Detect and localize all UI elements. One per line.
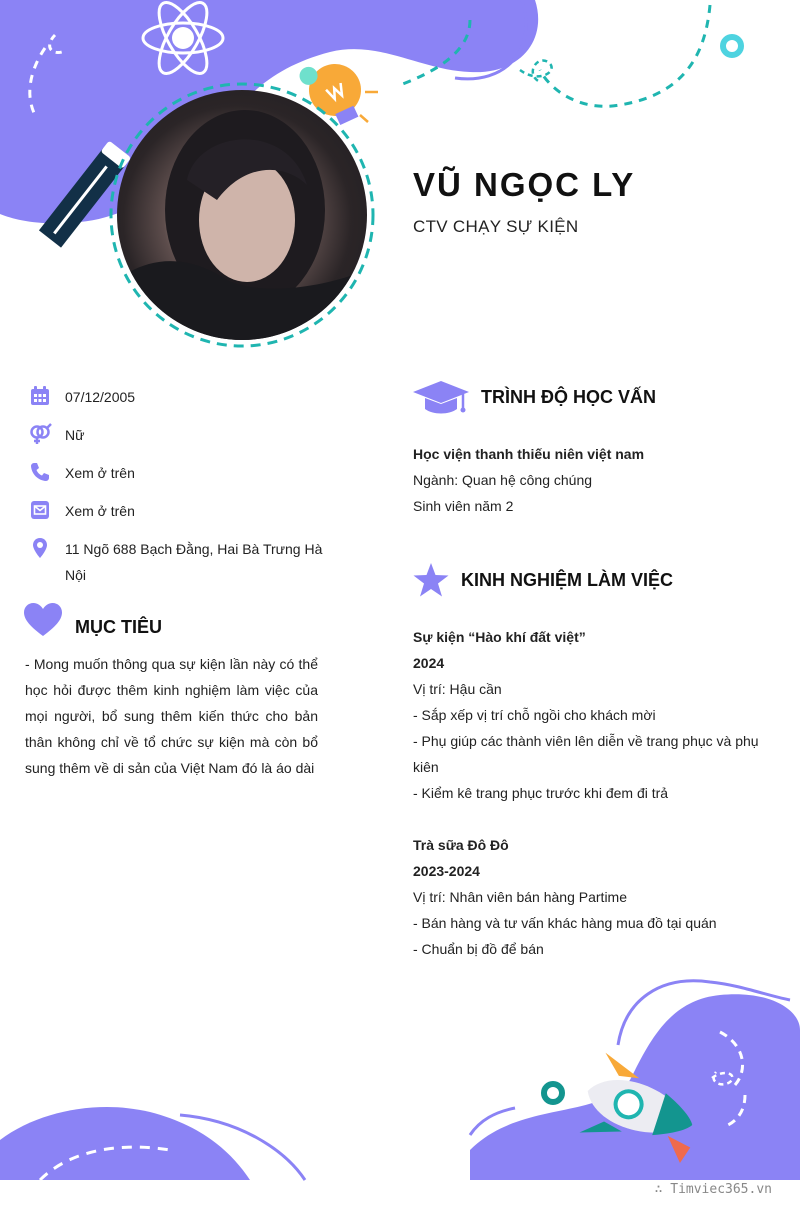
job-period: 2024 — [413, 655, 445, 671]
location-icon — [28, 536, 52, 560]
bottom-left-purple-blob — [0, 1107, 250, 1180]
candidate-name: VŨ NGỌC LY — [413, 166, 636, 203]
contact-text: Nữ — [65, 427, 85, 443]
major: Ngành: Quan hệ công chúng — [413, 472, 593, 488]
contact-address — [28, 536, 323, 583]
job-task: - Chuẩn bị đồ để bán — [413, 941, 544, 957]
objective-title: MỤC TIÊU — [75, 617, 162, 637]
job-position: Vị trí: Hậu cần — [413, 681, 502, 697]
contact-gender — [28, 422, 323, 448]
phone-icon — [28, 460, 52, 484]
contact-text: Xem ở trên — [65, 503, 135, 519]
experience-title: KINH NGHIỆM LÀM VIỆC — [461, 570, 674, 590]
contact-birthdate — [28, 384, 323, 410]
teal-ring-icon — [723, 37, 741, 55]
portrait-illustration — [117, 90, 367, 340]
contact-text: 11 Ngõ 688 Bạch Đằng, Hai Bà Trưng Hà Nội — [65, 541, 323, 583]
job-period: 2023-2024 — [413, 863, 480, 879]
job-entry — [413, 624, 773, 806]
watermark: ∴ Timviec365.vn — [654, 1182, 772, 1197]
contact-text: Xem ở trên — [65, 465, 135, 481]
avatar — [117, 90, 367, 340]
job-task: - Phụ giúp các thành viên lên diễn về trang phục và phụ kiên — [413, 733, 759, 775]
gender-icon — [28, 422, 52, 446]
candidate-role: CTV CHẠY SỰ KIỆN — [413, 217, 579, 236]
email-icon — [28, 498, 52, 522]
school-name: Học viện thanh thiếu niên việt nam — [413, 446, 645, 462]
contact-email — [28, 498, 323, 524]
heart-icon — [24, 603, 62, 637]
graduation-cap-icon — [413, 379, 469, 415]
job-task: - Sắp xếp vị trí chỗ ngồi cho khách mời — [413, 707, 656, 723]
star-icon — [413, 563, 449, 597]
teal-ring-icon — [544, 1084, 562, 1102]
education-title: TRÌNH ĐỘ HỌC VẤN — [481, 387, 656, 407]
job-position: Vị trí: Nhân viên bán hàng Partime — [413, 889, 628, 905]
objective-text: - Mong muốn thông qua sự kiện lần này có thể học hỏi được thêm kinh nghiệm làm việc của mọi người, bổ sung thêm kiến thức cho bản thân không chỉ về tổ chức sự kiện mà còn bổ sung thêm về di sản của Việt Nam đó là áo dài — [25, 656, 318, 776]
study-year: Sinh viên năm 2 — [413, 498, 514, 514]
contact-text: 07/12/2005 — [65, 389, 136, 405]
education-block — [413, 441, 773, 519]
contact-phone — [28, 460, 323, 486]
job-task: - Kiểm kê trang phục trước khi đem đi trả — [413, 785, 669, 801]
job-task: - Bán hàng và tư vấn khác hàng mua đồ tại quán — [413, 915, 717, 931]
job-company: Sự kiện “Hào khí đất việt” — [413, 629, 586, 645]
job-entry — [413, 832, 773, 962]
job-company: Trà sữa Đô Đô — [413, 837, 509, 853]
calendar-icon — [28, 384, 52, 408]
